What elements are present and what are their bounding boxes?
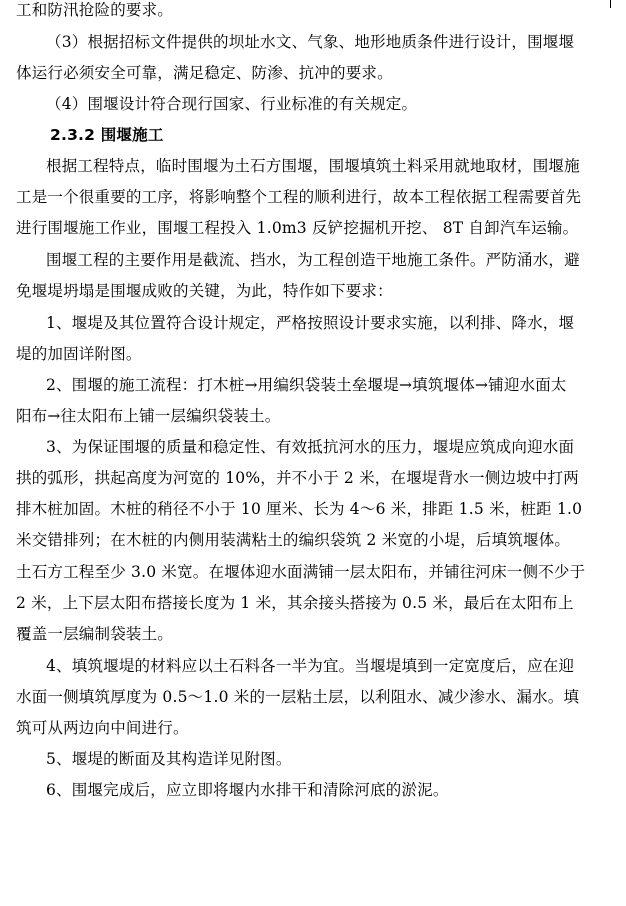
text-line: 拱的弧形，拱起高度为河宽的 10%，并不小于 2 米，在堰堤背水一侧边坡中打两 bbox=[16, 469, 579, 487]
text-line: 6、围堰完成后，应立即将堰内水排干和清除河底的淤泥。 bbox=[46, 781, 449, 799]
text-line: 工是一个很重要的工序，将影响整个工程的顺利进行，故本工程依据工程需要首先 bbox=[16, 188, 582, 206]
text-line: 排木桩加固。木桩的稍径不小于 10 厘米、长为 4～6 米，排距 1.5 米，桩距 1.0 bbox=[16, 500, 583, 518]
text-line: 2 米，上下层太阳布搭接长度为 1 米，其余接头搭接为 0.5 米，最后在太阳布上 bbox=[16, 594, 574, 612]
text-line: 工和防汛抢险的要求。 bbox=[16, 1, 174, 19]
text-line: 4、填筑堰堤的材料应以土石料各一半为宜。当堰堤填到一定宽度后，应在迎 bbox=[46, 657, 575, 675]
text-line: 2、围堰的施工流程：打木桩→用编织袋装土垒堰堤→填筑堰体→铺迎水面太 bbox=[46, 376, 567, 394]
text-line: 阳布→往太阳布上铺一层编织袋装土。 bbox=[16, 407, 281, 425]
text-line: 堤的加固详附图。 bbox=[16, 345, 142, 363]
section-heading: 2.3.2 围堰施工 bbox=[50, 126, 164, 144]
text-line: 围堰工程的主要作用是截流、挡水，为工程创造干地施工条件。严防涌水，避 bbox=[46, 251, 580, 269]
text-line: 5、堰堤的断面及其构造详见附图。 bbox=[46, 750, 292, 768]
page-edge-rule bbox=[610, 0, 611, 8]
text-line: 土石方工程至少 3.0 米宽。在堰体迎水面满铺一层太阳布，并铺往河床一侧不少于 bbox=[16, 563, 586, 581]
text-line: 免堰堤坍塌是围堰成败的关键，为此，特作如下要求： bbox=[16, 282, 393, 300]
text-line: 1、堰堤及其位置符合设计规定，严格按照设计要求实施，以利排、降水，堰 bbox=[46, 314, 575, 332]
text-line: 筑可从两边向中间进行。 bbox=[16, 719, 189, 737]
text-line: 米交错排列；在木桩的内侧用装满粘土的编织袋筑 2 米宽的小堤，后填筑堰体。 bbox=[16, 531, 571, 549]
text-line: 根据工程特点，临时围堰为土石方围堰，围堰填筑土料采用就地取材，围堰施 bbox=[46, 157, 580, 175]
text-line: 水面一侧填筑厚度为 0.5～1.0 米的一层粘土层，以利阻水、减少渗水、漏水。填 bbox=[16, 688, 580, 706]
text-line: 覆盖一层编制袋装土。 bbox=[16, 625, 174, 643]
text-line: （4）围堰设计符合现行国家、行业标准的有关规定。 bbox=[46, 95, 418, 113]
text-line: （3）根据招标文件提供的坝址水文、气象、地形地质条件进行设计，围堰堰 bbox=[46, 33, 575, 51]
text-line: 3、为保证围堰的质量和稳定性、有效抵抗河水的压力，堰堤应筑成向迎水面 bbox=[46, 438, 575, 456]
text-line: 体运行必须安全可靠，满足稳定、防渗、抗冲的要求。 bbox=[16, 64, 393, 82]
text-line: 进行围堰施工作业，围堰工程投入 1.0m3 反铲挖掘机开挖、 8T 自卸汽车运输。 bbox=[16, 219, 579, 237]
